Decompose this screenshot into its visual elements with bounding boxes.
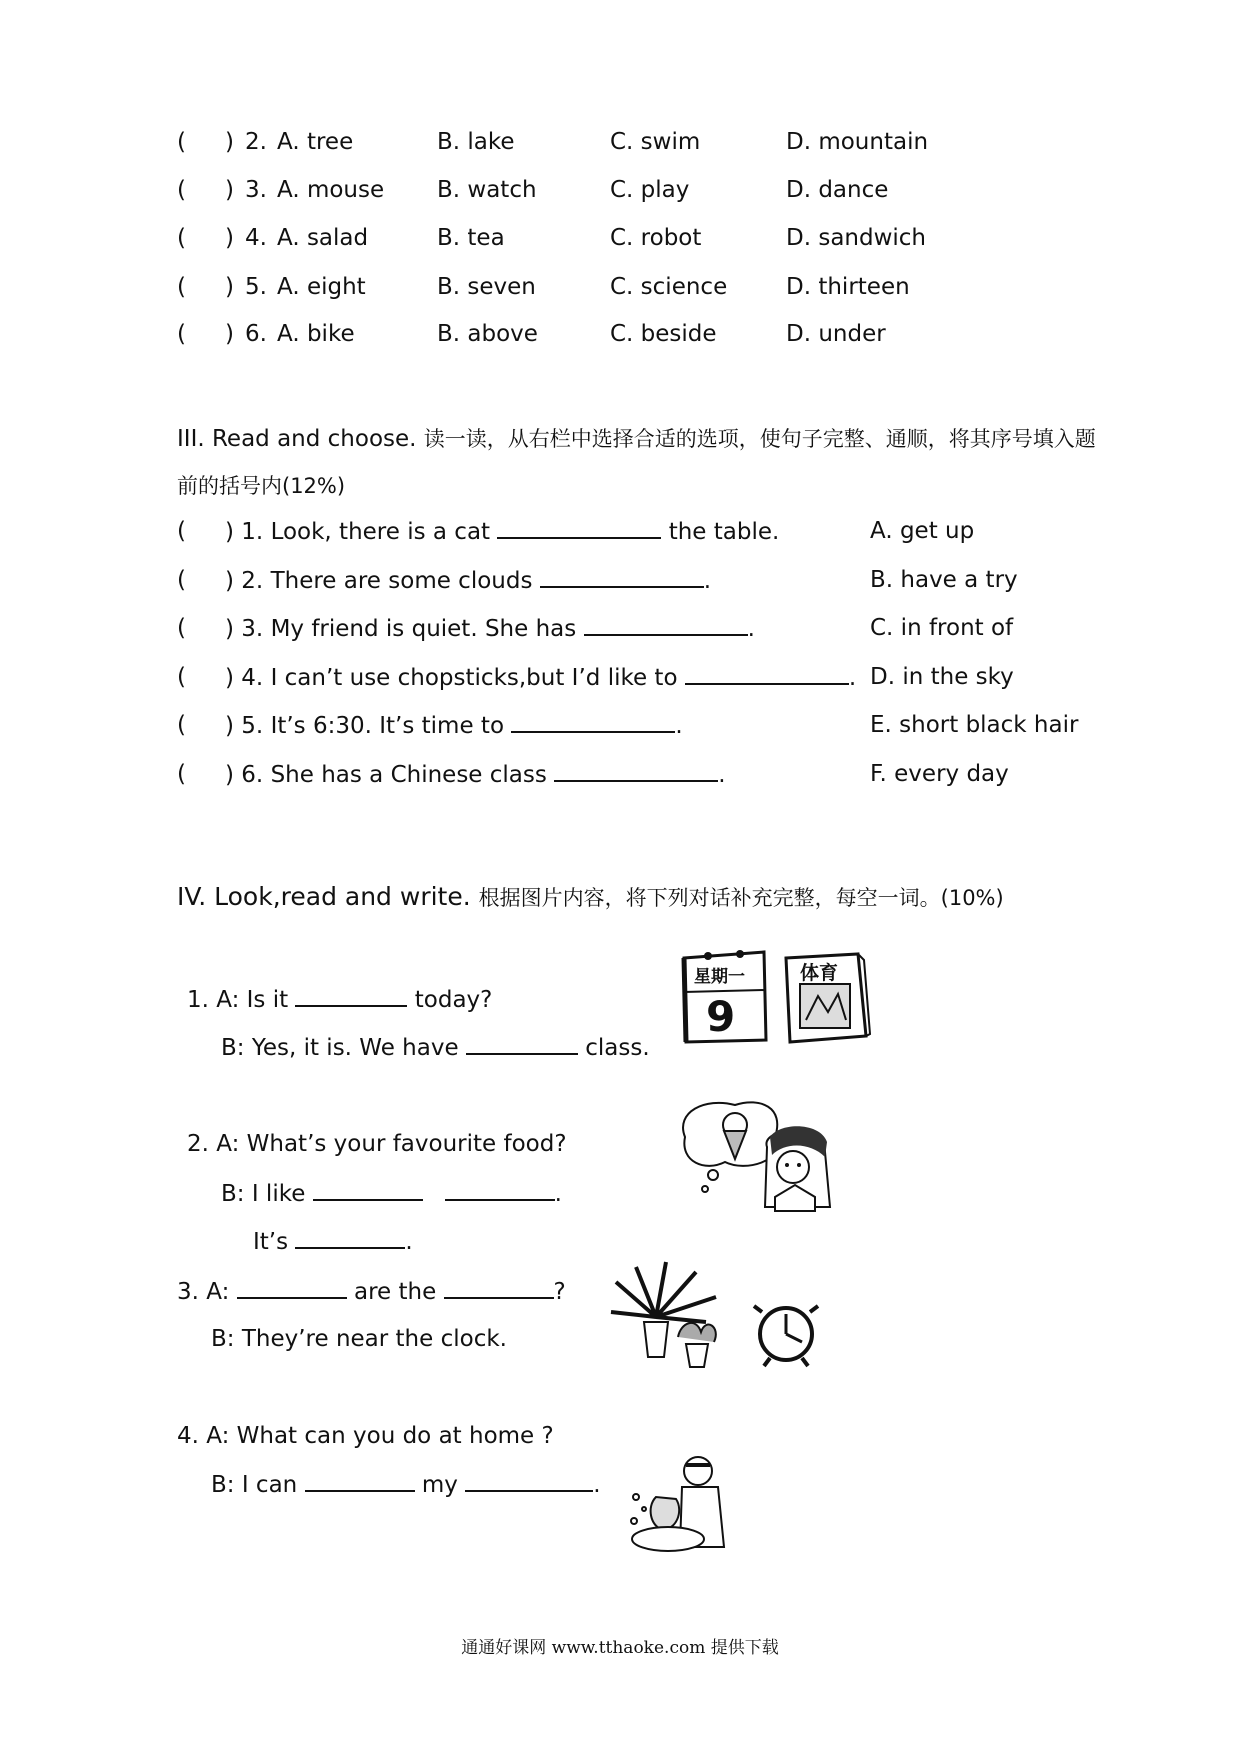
sentence-text: My friend is quiet. She has [270,616,577,642]
question-number: 4. [241,665,264,691]
sentence-text: It’s 6:30. It’s time to [270,713,505,739]
question-number: 5. [241,713,264,739]
option-d: D. mountain [786,129,929,155]
q3-a-post: ? [553,1279,566,1305]
answer-blank[interactable] [511,711,675,733]
answer-blank[interactable] [313,1179,423,1201]
answer-paren[interactable]: ( [177,321,186,347]
answer-blank[interactable] [445,1179,555,1201]
question-number: 6. [241,762,264,788]
choice-option: E. short black hair [870,712,1079,738]
q3-a-pre: 3. A: [177,1279,230,1305]
answer-paren-close: ) [225,713,242,739]
clock-icon [754,1306,818,1366]
washing-clothes-picture [626,1447,731,1559]
answer-blank[interactable] [295,1227,405,1249]
option-c: C. science [610,274,728,300]
option-d: D. dance [786,177,889,203]
q2-line-c [253,1227,413,1256]
sentence-text: Look, there is a cat [270,519,491,545]
q4-b-mid: my [421,1472,458,1498]
option-c: C. swim [610,129,701,155]
q2-line-b [221,1179,562,1208]
option-b: B. tea [437,225,505,251]
sentence-item [225,663,856,692]
answer-paren[interactable]: ( [177,664,186,690]
question-number: 3. [241,616,264,642]
sentence-end: . [718,762,726,788]
sentence-end: . [675,713,683,739]
plant-icon [611,1262,716,1367]
question-number: 2. [241,568,264,594]
q3-line-a [177,1277,566,1306]
answer-paren-close: ) [225,568,242,594]
answer-paren[interactable]: ( [177,274,186,300]
answer-blank[interactable] [465,1470,593,1492]
question-number: 4. [245,225,267,251]
sentence-item [225,517,779,546]
option-a: A. mouse [277,177,385,203]
section3-title-en: III. Read and choose. [177,426,417,452]
choice-option: D. in the sky [870,664,1014,690]
question-number: 3. [245,177,267,203]
sentence-item [225,760,726,789]
option-a: A. eight [277,274,366,300]
section4-title-cn: 根据图片内容，将下列对话补充完整，每空一词。(10%) [478,886,1004,910]
answer-paren[interactable]: ( [177,615,186,641]
q3-a-mid: are the [353,1279,437,1305]
q2-b-pre: B: I like [221,1181,306,1207]
girl-icon [765,1126,830,1211]
option-a: A. salad [277,225,369,251]
sentence-text: She has a Chinese class [270,762,547,788]
q1-b-pre: B: Yes, it is. We have [221,1035,459,1061]
answer-blank[interactable] [540,566,704,588]
option-b: B. watch [437,177,537,203]
calendar-day: 9 [706,992,736,1041]
answer-blank[interactable] [444,1277,554,1299]
washing-icon [631,1457,724,1551]
choice-option: F. every day [870,761,1009,787]
calendar-picture [678,948,770,1045]
answer-paren[interactable]: ( [177,712,186,738]
question-number: 6. [245,321,267,347]
answer-paren[interactable]: ( [177,225,186,251]
answer-paren[interactable]: ( [177,761,186,787]
answer-paren[interactable]: ( [177,518,186,544]
answer-paren[interactable]: ( [177,129,186,155]
option-d: D. thirteen [786,274,910,300]
option-a: A. tree [277,129,354,155]
question-number: 1. [241,519,264,545]
answer-blank[interactable] [305,1470,415,1492]
section4-title-en: IV. Look,read and write. [177,882,471,911]
option-c: C. robot [610,225,702,251]
answer-blank[interactable] [237,1277,347,1299]
q4-line-a: 4. A: What can you do at home ? [177,1423,554,1449]
choice-option: B. have a try [870,567,1018,593]
pe-book-picture [780,950,870,1045]
section3-title-cn: 读一读，从右栏中选择合适的选项，使句子完整、通顺，将其序号填入题 [423,427,1096,451]
q1-b-post: class. [585,1035,650,1061]
book-title: 体育 [800,962,839,984]
option-b: B. above [437,321,538,347]
answer-blank[interactable] [584,614,748,636]
sentence-end: the table. [668,519,780,545]
q2-b-post: . [554,1181,562,1207]
option-b: B. lake [437,129,515,155]
q4-b-pre: B: I can [211,1472,298,1498]
section3-title [177,423,1096,453]
plants-picture [596,1262,726,1372]
alarm-clock-picture [750,1298,830,1368]
answer-paren-close: ) [225,177,234,203]
answer-paren[interactable]: ( [177,177,186,203]
q1-a-pre: 1. A: Is it [187,987,289,1013]
answer-paren-close: ) [225,129,234,155]
answer-paren-close: ) [225,225,234,251]
section4-title [177,882,1004,912]
answer-blank[interactable] [685,663,849,685]
answer-paren-close: ) [225,519,242,545]
answer-paren-close: ) [225,274,234,300]
answer-paren-close: ) [225,762,242,788]
sentence-item [225,566,711,595]
page-footer: 通通好课网 www.tthaoke.com 提供下载 [461,1638,779,1658]
answer-paren-close: ) [225,321,234,347]
answer-paren-close: ) [225,616,242,642]
sentence-text: There are some clouds [270,568,533,594]
option-a: A. bike [277,321,355,347]
option-d: D. sandwich [786,225,927,251]
question-number: 2. [245,129,267,155]
option-c: C. beside [610,321,717,347]
section3-title-cn-2: 前的括号内(12%) [177,474,346,498]
answer-paren[interactable]: ( [177,567,186,593]
sentence-end: . [747,616,755,642]
sentence-end: . [703,568,712,594]
calendar-header: 星期一 [694,967,745,987]
section3-title-line2 [177,470,345,500]
girl-ice-cream-picture [675,1097,835,1212]
choice-option: C. in front of [870,615,1014,641]
answer-paren-close: ) [225,665,242,691]
q2-c-post: . [405,1229,413,1255]
option-d: D. under [786,321,886,347]
choice-option: A. get up [870,518,975,544]
option-b: B. seven [437,274,536,300]
answer-blank[interactable] [466,1033,578,1055]
sentence-item [225,614,755,643]
option-c: C. play [610,177,690,203]
q4-line-b [211,1470,601,1499]
q1-a-post: today? [414,987,493,1013]
q3-line-b: B: They’re near the clock. [211,1326,507,1352]
answer-blank[interactable] [497,517,661,539]
sentence-item [225,711,683,740]
q2-line-a: 2. A: What’s your favourite food? [187,1131,567,1157]
sentence-end: . [848,665,857,691]
answer-blank[interactable] [554,760,718,782]
sentence-text: I can’t use chopsticks,but I’d like to [270,665,678,691]
q1-line-b [221,1033,650,1062]
q1-line-a [187,985,492,1014]
question-number: 5. [245,274,267,300]
q2-c-pre: It’s [253,1229,289,1255]
answer-blank[interactable] [295,985,407,1007]
q4-b-post: . [593,1472,601,1498]
